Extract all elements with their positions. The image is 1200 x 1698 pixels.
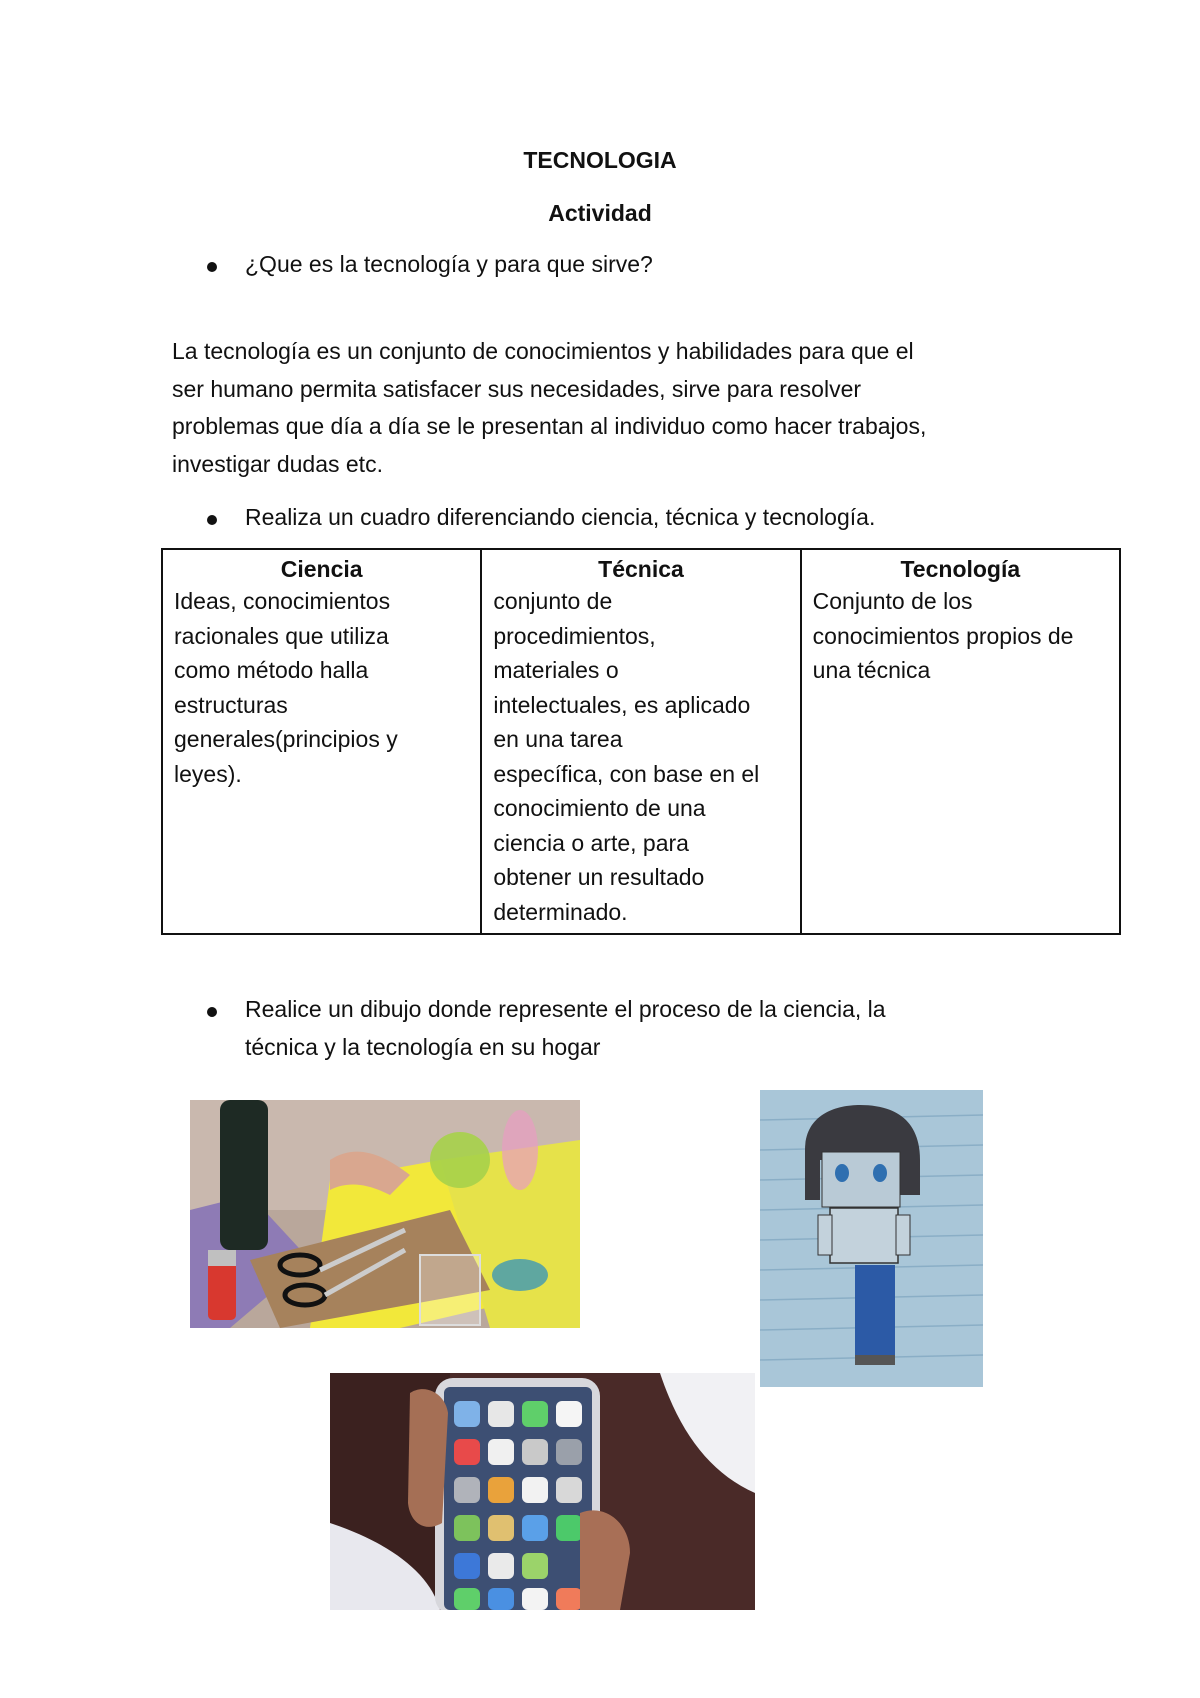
cell-line: leyes). (174, 760, 242, 787)
bullet-icon (207, 1007, 217, 1017)
cell-line: conjunto de (493, 588, 613, 614)
cell-line: racionales que utiliza (174, 622, 389, 649)
document-title: TECNOLOGIA (523, 147, 677, 173)
table-cell-tecnologia (801, 584, 1120, 934)
cell-line: específica, con base en el (493, 760, 760, 787)
cell-line: intelectuales, es aplicado (493, 691, 751, 718)
answer-paragraph (172, 333, 1032, 483)
answer-line: La tecnología es un conjunto de conocimientos y habilidades para que el (172, 338, 914, 364)
cell-line: en una tarea (493, 726, 623, 752)
smartphone-photo (330, 1373, 755, 1610)
cell-line: ciencia o arte, para (493, 829, 689, 856)
cell-line: determinado. (493, 898, 628, 925)
cell-line: como método halla (174, 657, 369, 683)
cell-line: materiales o (493, 657, 619, 683)
drawing-task-line-2: técnica y la tecnología en su hogar (245, 1034, 601, 1060)
crafts-materials-photo (190, 1100, 580, 1328)
crafts-photo-graphic (190, 1100, 580, 1328)
cell-line: estructuras (174, 691, 288, 718)
table-cell-tecnica (481, 584, 800, 934)
bullet-icon (207, 262, 217, 272)
table-header-row (162, 549, 1120, 584)
cell-line: conocimiento de una (493, 795, 706, 821)
comparison-table (161, 548, 1121, 935)
table-cell-ciencia (162, 584, 481, 934)
question-2-text: Realiza un cuadro diferenciando ciencia, técnica y tecnología. (245, 504, 876, 530)
table-header-tecnologia: Tecnología (801, 549, 1120, 584)
table-header-ciencia: Ciencia (162, 549, 481, 584)
child-drawing-photo (760, 1090, 983, 1387)
question-1-text: ¿Que es la tecnología y para que sirve? (245, 251, 653, 277)
answer-line: problemas que día a día se le presentan al individuo como hacer trabajos, (172, 413, 927, 439)
table-header-tecnica: Técnica (481, 549, 800, 584)
document-subtitle: Actividad (548, 200, 652, 226)
answer-line: investigar dudas etc. (172, 450, 383, 477)
drawing-task-line-1: Realice un dibujo donde represente el proceso de la ciencia, la (245, 996, 886, 1022)
cell-line: procedimientos, (493, 622, 656, 649)
cell-line: Ideas, conocimientos (174, 588, 391, 614)
bullet-icon (207, 515, 217, 525)
cell-line: conocimientos propios de (812, 622, 1074, 649)
cell-line: Conjunto de los (812, 588, 973, 614)
phone-photo-graphic (330, 1373, 755, 1610)
drawing-photo-graphic (760, 1090, 983, 1387)
cell-line: una técnica (812, 657, 931, 683)
answer-line: ser humano permita satisfacer sus necesidades, sirve para resolver (172, 375, 862, 402)
cell-line: generales(principios y (174, 726, 398, 752)
cell-line: obtener un resultado (493, 864, 705, 890)
table-row (162, 584, 1120, 934)
